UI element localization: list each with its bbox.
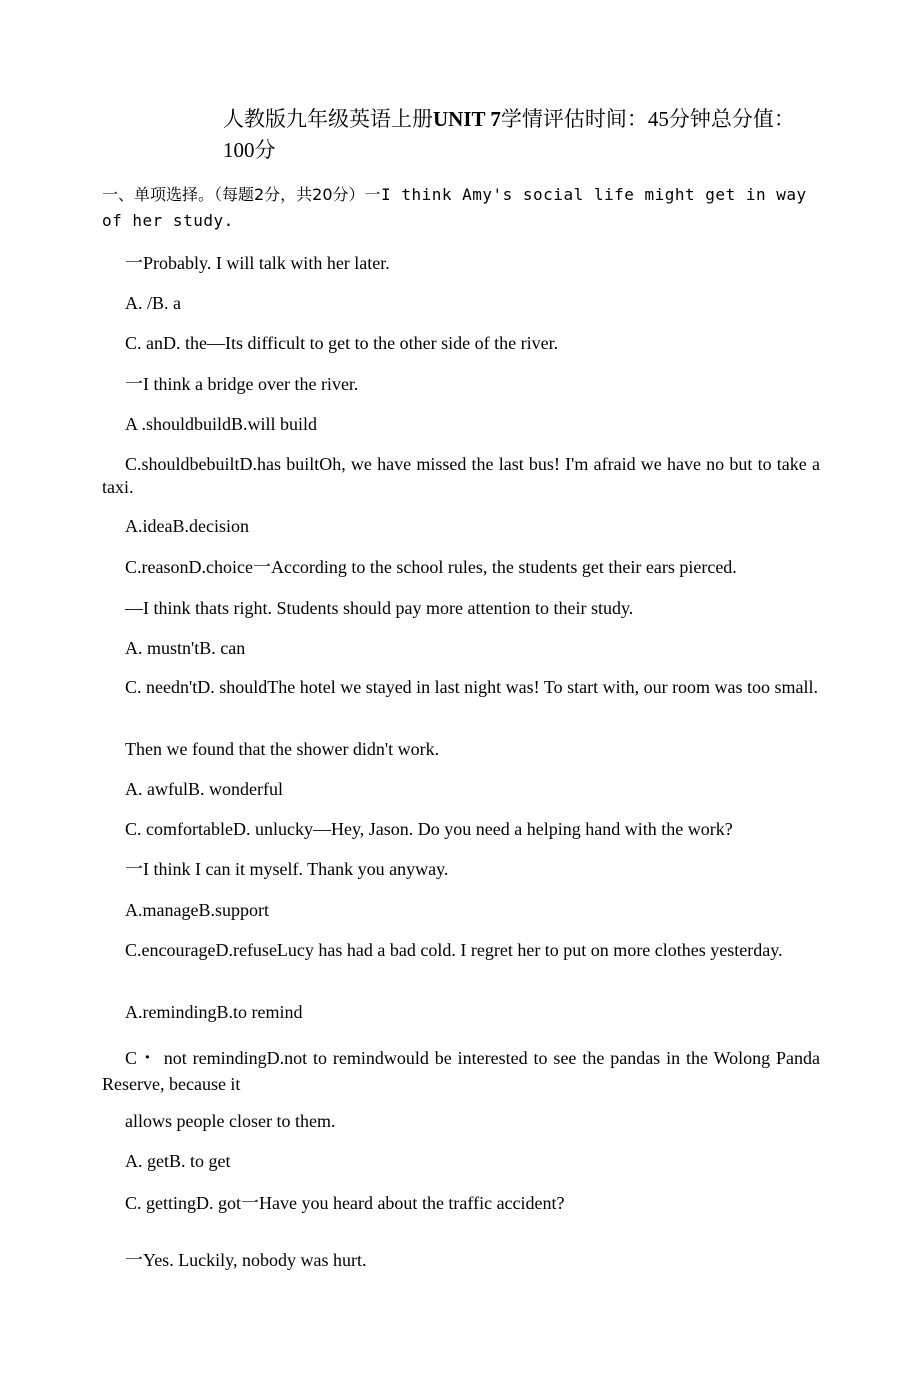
answer-options: A.remindingB.to remind — [125, 1002, 303, 1022]
answer-options: A. awfulB. wonderful — [125, 779, 283, 799]
question-line: 一Yes. Luckily, nobody was hurt. — [125, 1250, 367, 1270]
question-line: C. gettingD. got一Have you heard about the traffic accident? — [125, 1193, 565, 1213]
section-heading-question-1 — [102, 182, 820, 234]
answer-options: A. /B. a — [125, 293, 181, 313]
answer-options: A.ideaB.decision — [125, 516, 249, 536]
document-title — [223, 104, 823, 166]
question-line: 一Probably. I will talk with her later. — [125, 253, 390, 273]
question-line: —I think thats right. Students should pay more attention to their study. — [125, 598, 634, 618]
title-text: 分钟总分值： — [668, 107, 795, 131]
question-line: C. comfortableD. unlucky—Hey, Jason. Do you need a helping hand with the work? — [125, 819, 733, 839]
question-line: C.shouldbebuiltD.has builtOh, we have missed the last bus! I'm afraid we have no but to take a taxi. — [102, 454, 820, 497]
answer-options: A.manageB.support — [125, 900, 269, 920]
question-line: C. anD. the—Its difficult to get to the other side of the river. — [125, 333, 559, 353]
title-minutes: 45 — [647, 107, 669, 131]
question-line: 一I think a bridge over the river. — [125, 374, 359, 394]
question-line: 一I think I can it myself. Thank you anyway. — [125, 859, 449, 879]
answer-options: A. mustn'tB. can — [125, 638, 246, 658]
section-heading: 一、单项选择。（每题2分，共20分） — [102, 185, 365, 204]
question-line: C.encourageD.refuseLucy has had a bad cold. I regret her to put on more clothes yesterday. — [125, 940, 783, 960]
question-line: Then we found that the shower didn't work. — [125, 739, 440, 759]
question-line: allows people closer to them. — [125, 1111, 336, 1131]
question-line: C・ not remindingD.not to remindwould be interested to see the pandas in the Wolong Panda Reserve, because it — [102, 1048, 820, 1094]
title-unit: UNIT 7 — [433, 107, 501, 131]
answer-options: A .shouldbuildB.will build — [125, 414, 318, 434]
question-text: 一I think Amy's social life might get in way of her study. — [102, 185, 807, 230]
title-text: 人教版九年级英语上册 — [223, 107, 433, 131]
question-line: C.reasonD.choice一According to the school rules, the students get their ears pierced. — [125, 557, 737, 577]
title-text: 分 — [254, 138, 276, 162]
title-score: 100 — [223, 138, 255, 162]
answer-options: A. getB. to get — [125, 1151, 231, 1171]
title-text: 学情评估时间： — [500, 107, 648, 131]
question-line: C. needn'tD. shouldThe hotel we stayed in last night was! To start with, our room was too small. — [125, 677, 819, 697]
